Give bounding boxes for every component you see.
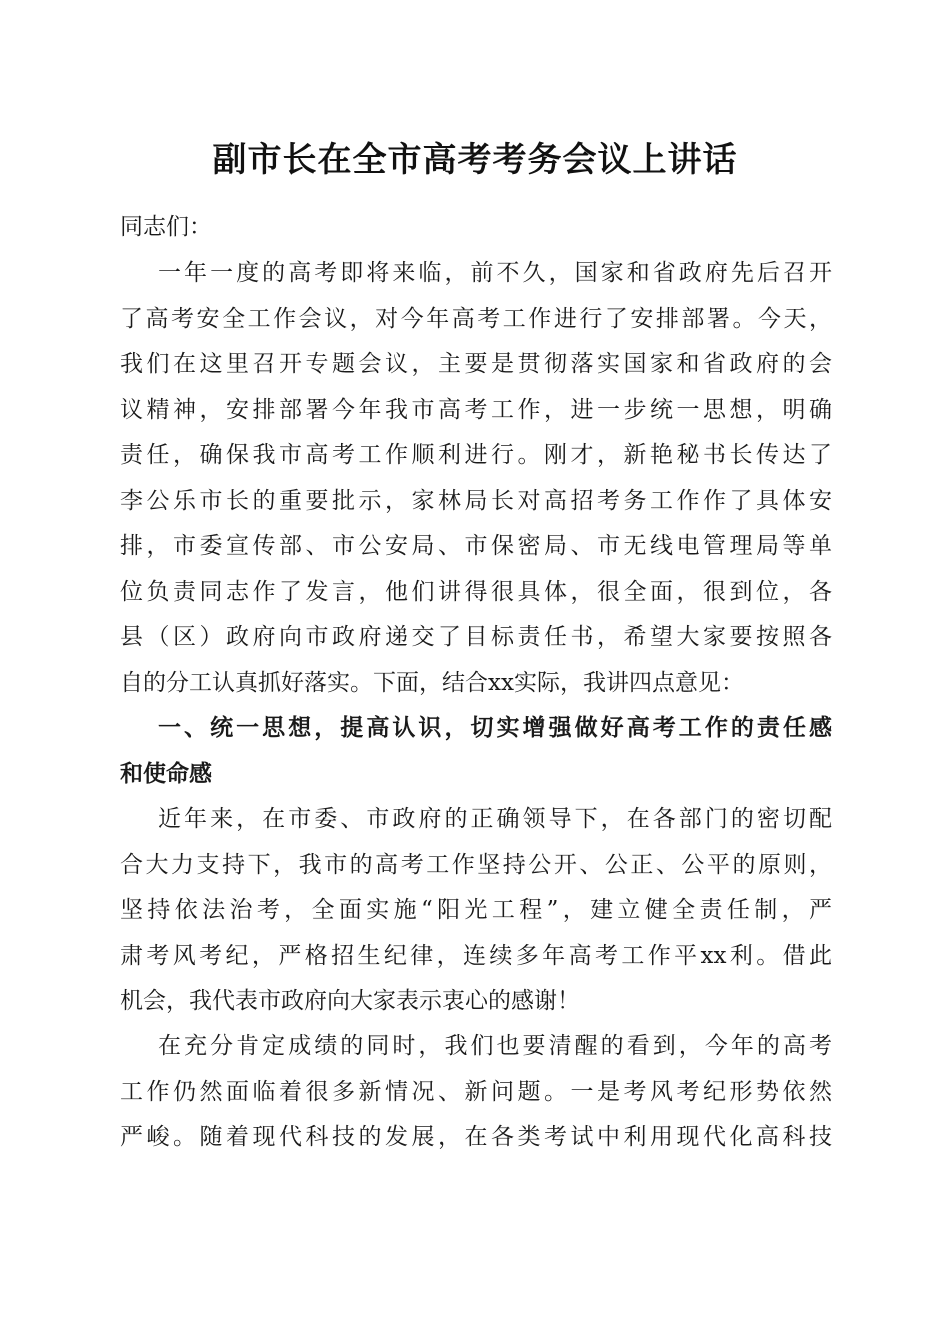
paragraph-3 [120, 1024, 832, 1161]
paragraph-line: 排，市委宣传部、市公安局、市保密局、市无线电管理局等单 [120, 533, 832, 559]
paragraph-line: 在充分肯定成绩的同时，我们也要清醒的看到，今年的高考 [158, 1033, 832, 1059]
paragraph-line: 合大力支持下，我市的高考工作坚持公开、公正、公平的原则， [120, 851, 832, 878]
paragraph-line: 严峻。随着现代科技的发展，在各类考试中利用现代化高科技 [120, 1124, 832, 1150]
paragraph-line: 责任，确保我市高考工作顺利进行。刚才，新艳秘书长传达了 [120, 442, 832, 468]
paragraph-line: 李公乐市长的重要批示，家林局长对高招考务工作作了具体安 [120, 487, 832, 514]
paragraph-line: 我们在这里召开专题会议，主要是贯彻落实国家和省政府的会 [120, 351, 832, 377]
paragraph-2 [120, 797, 832, 1025]
section-heading-1 [120, 706, 832, 797]
paragraph-line: 位负责同志作了发言，他们讲得很具体，很全面，很到位，各 [120, 578, 832, 605]
paragraph-line: 县（区）政府向市政府递交了目标责任书，希望大家要按照各 [120, 624, 832, 650]
paragraph-line: 近年来，在市委、市政府的正确领导下，在各部门的密切配 [158, 806, 832, 832]
page-title: 副市长在全市高考考务会议上讲话 [212, 140, 738, 180]
paragraph-line: 一年一度的高考即将来临，前不久，国家和省政府先后召开 [158, 260, 832, 286]
paragraph-1 [120, 251, 832, 706]
salutation: 同志们： [120, 214, 212, 240]
paragraph-line: 自的分工认真抓好落实。下面，结合xx实际，我讲四点意见： [120, 669, 744, 696]
heading-line: 和使命感 [120, 760, 212, 787]
paragraph-line: 了高考安全工作会议，对今年高考工作进行了安排部署。今天， [120, 305, 832, 332]
heading-line: 一、统一思想，提高认识，切实增强做好高考工作的责任感 [158, 715, 832, 741]
paragraph-line: 工作仍然面临着很多新情况、新问题。一是考风考纪形势依然 [120, 1078, 832, 1105]
paragraph-line: 肃考风考纪，严格招生纪律，连续多年高考工作平xx利。借此 [120, 942, 832, 969]
paragraph-line: 坚持依法治考，全面实施“阳光工程”，建立健全责任制，严 [120, 897, 832, 923]
paragraph-line: 议精神，安排部署今年我市高考工作，进一步统一思想，明确 [120, 396, 832, 423]
paragraph-line: 机会，我代表市政府向大家表示衷心的感谢！ [120, 988, 580, 1014]
